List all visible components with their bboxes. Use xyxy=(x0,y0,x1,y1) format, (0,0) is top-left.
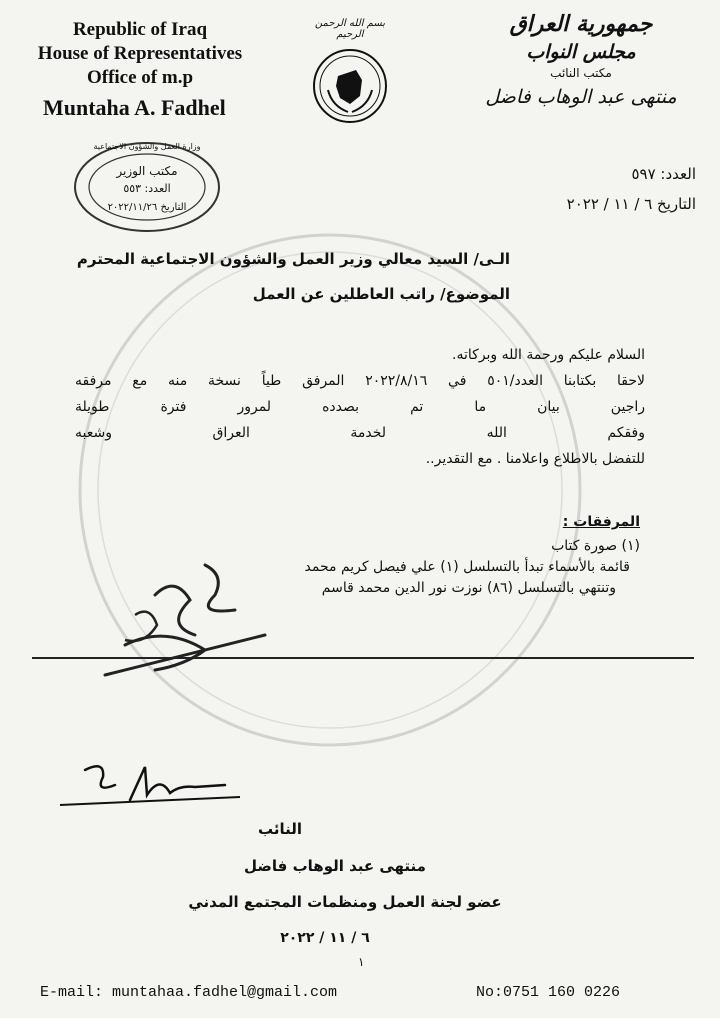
signer-committee: عضو لجنة العمل ومنظمات المجتمع المدني xyxy=(188,893,502,911)
body-line-3: وفقكم الله لخدمة العراق وشعبه xyxy=(75,425,645,441)
divider-line xyxy=(32,657,694,659)
attachment-item-1: (١) صورة كتاب xyxy=(551,538,640,554)
country-line: Republic of Iraq xyxy=(72,19,208,40)
body-line-1: لاحقا بكتابنا العدد/٥٠١ في ٢٠٢٢/٨/١٦ المرفق طياً نسخة منه مع مرفقه xyxy=(75,373,645,389)
signature-date: ٦ / ١١ / ٢٠٢٢ xyxy=(280,930,370,946)
body-line-2: راجين بيان ما تم بصدده لمرور فترة طويلة xyxy=(75,399,645,415)
subject-line: الموضوع/ راتب العاطلين عن العمل xyxy=(252,285,510,303)
institution-line-ar: مجلس النواب xyxy=(526,41,636,63)
basmala: بسم الله الرحمن الرحيم xyxy=(314,18,386,40)
mp-name-ar: منتهى عبد الوهاب فاضل xyxy=(485,86,677,108)
attachment-item-3: وتنتهي بالتسلسل (٨٦) نوزت نور الدين محمد قاسم xyxy=(321,580,616,596)
office-line: Office of m.p xyxy=(86,67,194,88)
stamp-office: مكتب الوزير xyxy=(116,164,178,178)
greeting: السلام عليكم ورحمة الله وبركاته. xyxy=(452,347,645,363)
english-letterhead xyxy=(15,18,265,120)
stamp-date: التاريخ ٢٠٢٢/١١/٢٦ xyxy=(107,202,187,213)
document-number: العدد: ٥٩٧ xyxy=(631,165,696,183)
institution-line: House of Representatives xyxy=(37,43,243,64)
document-date: التاريخ ٦ / ١١ / ٢٠٢٢ xyxy=(566,195,696,213)
ministry-stamp xyxy=(72,140,222,235)
stamp-number: العدد: ٥٥٣ xyxy=(123,182,171,195)
attachments-title: المرفقات : xyxy=(562,514,640,530)
letter-body xyxy=(75,342,645,472)
signer-name: منتهى عبد الوهاب فاضل xyxy=(244,857,426,875)
mp-name: Muntaha A. Fadhel xyxy=(43,95,226,120)
emblem xyxy=(300,18,400,130)
page-number: ١ xyxy=(358,955,365,969)
parliament-logo-icon xyxy=(310,46,390,126)
office-line-ar: مكتب النائب xyxy=(550,66,612,80)
country-line-ar: جمهورية العراق xyxy=(509,12,653,37)
footer-phone: No:0751 160 0226 xyxy=(475,984,620,1001)
stamp-ring-text: وزارة العمل والشؤون الاجتماعية xyxy=(93,142,201,151)
attachment-item-2: قائمة بالأسماء تبدأ بالتسلسل (١) علي فيصل كريم محمد xyxy=(304,559,630,575)
signature-scribble xyxy=(55,755,245,815)
recipient-line: الـى/ السيد معالي وزير العمل والشؤون الاجتماعية المحترم xyxy=(76,250,510,268)
footer-email: E-mail: muntahaa.fadhel@gmail.com xyxy=(40,984,338,1001)
body-line-4: للتفضل بالاطلاع واعلامنا . مع التقدير.. xyxy=(425,451,645,467)
signer-role: النائب xyxy=(257,820,303,838)
arabic-letterhead xyxy=(456,12,706,108)
handwritten-annotation xyxy=(95,555,275,685)
